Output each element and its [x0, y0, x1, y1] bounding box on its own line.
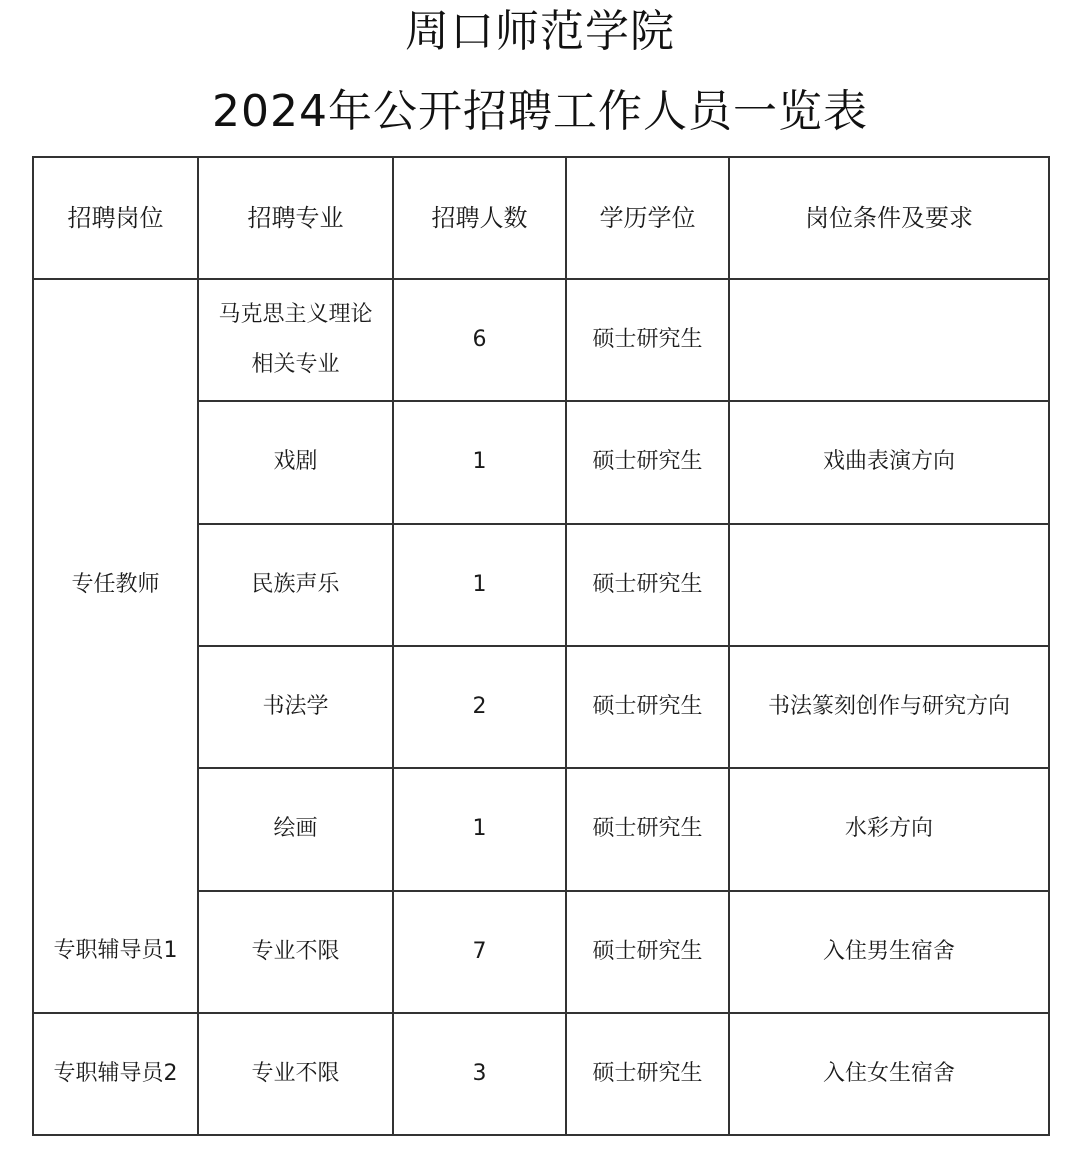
major-line-2: 相关专业 — [251, 352, 340, 378]
count-cell: 7 — [393, 891, 566, 1013]
degree-cell: 硕士研究生 — [566, 768, 729, 890]
count-cell: 2 — [393, 646, 566, 768]
position-label-counselor-1: 专职辅导员1 — [53, 938, 178, 963]
degree-cell: 硕士研究生 — [566, 891, 729, 1013]
requirement-cell: 水彩方向 — [729, 768, 1049, 890]
header-position: 招聘岗位 — [33, 157, 198, 279]
degree-cell: 硕士研究生 — [566, 524, 729, 646]
requirement-cell: 戏曲表演方向 — [729, 401, 1049, 523]
count-cell: 1 — [393, 768, 566, 890]
major-line-1: 马克思主义理论 — [218, 302, 373, 328]
requirement-cell: 入住女生宿舍 — [729, 1013, 1049, 1135]
table-row — [33, 1013, 1049, 1135]
table-row — [33, 279, 1049, 401]
page-subtitle: 2024年公开招聘工作人员一览表 — [212, 86, 868, 137]
requirement-cell — [729, 279, 1049, 401]
header-requirement: 岗位条件及要求 — [729, 157, 1049, 279]
recruitment-table — [32, 156, 1050, 1136]
major-cell: 戏剧 — [198, 401, 393, 523]
count-cell: 1 — [393, 524, 566, 646]
table-header-row — [33, 157, 1049, 279]
requirement-cell: 入住男生宿舍 — [729, 891, 1049, 1013]
header-major: 招聘专业 — [198, 157, 393, 279]
major-cell: 书法学 — [198, 646, 393, 768]
degree-cell: 硕士研究生 — [566, 401, 729, 523]
header-count: 招聘人数 — [393, 157, 566, 279]
page-title: 周口师范学院 — [405, 6, 675, 57]
requirement-cell: 书法篆刻创作与研究方向 — [729, 646, 1049, 768]
major-cell: 民族声乐 — [198, 524, 393, 646]
header-degree: 学历学位 — [566, 157, 729, 279]
degree-cell: 硕士研究生 — [566, 279, 729, 401]
major-cell: 绘画 — [198, 768, 393, 890]
position-cell-teacher — [33, 279, 198, 1013]
count-cell: 3 — [393, 1013, 566, 1135]
requirement-cell — [729, 524, 1049, 646]
position-cell-counselor-2: 专职辅导员2 — [33, 1013, 198, 1135]
major-cell: 专业不限 — [198, 891, 393, 1013]
degree-cell: 硕士研究生 — [566, 1013, 729, 1135]
major-cell — [198, 279, 393, 401]
degree-cell: 硕士研究生 — [566, 646, 729, 768]
count-cell: 1 — [393, 401, 566, 523]
count-cell: 6 — [393, 279, 566, 401]
major-cell: 专业不限 — [198, 1013, 393, 1135]
position-label-teacher: 专任教师 — [71, 572, 160, 597]
